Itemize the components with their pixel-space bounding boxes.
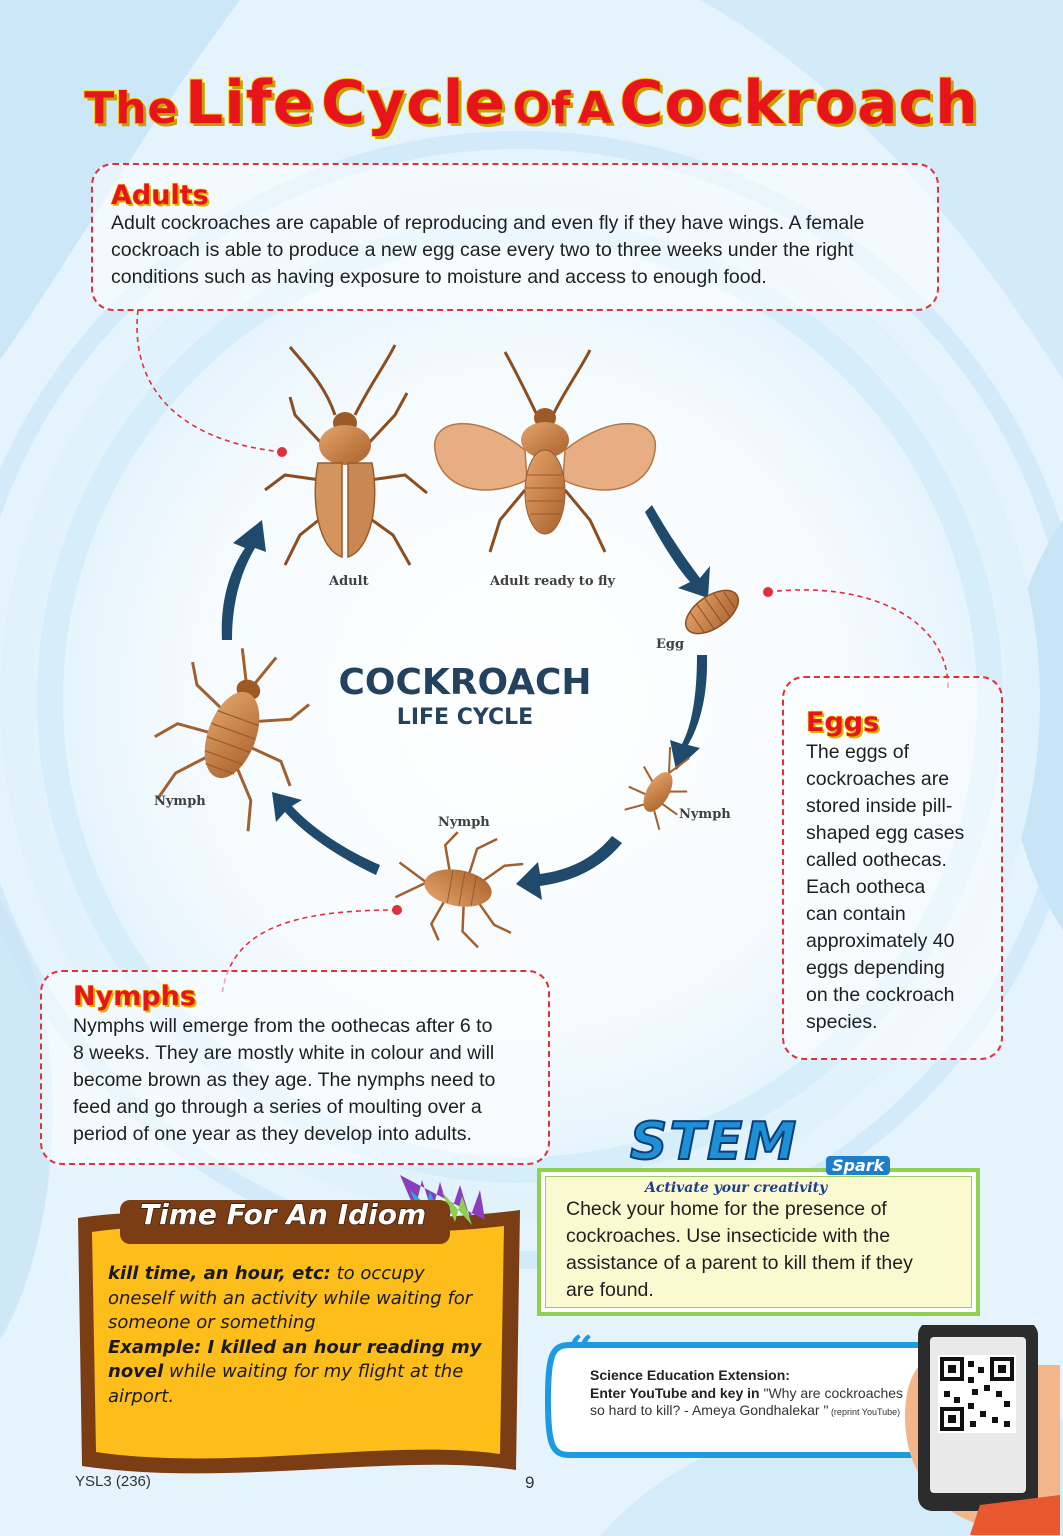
diagram-title-line2: LIFE CYCLE <box>396 705 534 730</box>
idiom-term: kill time, an hour, etc: <box>108 1263 331 1284</box>
science-credit: (reprint YouTube) <box>828 1407 901 1417</box>
title-word: Cockroach <box>619 68 979 138</box>
adults-line: cockroach is able to produce a new egg case every two to three weeks under the right <box>111 239 854 261</box>
title-word: A <box>577 83 613 134</box>
nymphs-heading: Nymphs <box>73 981 196 1012</box>
connector-dot <box>277 447 287 457</box>
idiom-example-rest: while waiting for my flight at the airport. <box>108 1361 464 1407</box>
qr-code-icon <box>938 1355 1016 1433</box>
label-adult: Adult <box>329 574 369 589</box>
title-word: The <box>84 83 179 134</box>
adults-heading: Adults <box>111 180 209 211</box>
adults-connector <box>137 310 282 452</box>
stem-line: Check your home for the presence of <box>566 1198 887 1220</box>
eggs-connector <box>768 590 948 690</box>
eggs-text <box>806 739 996 1036</box>
title-word: Life <box>184 68 315 138</box>
eggs-line: stored inside pill- <box>806 795 953 817</box>
science-query: "Why are cockroaches so hard to kill? - Ameya Gondhalekar " <box>590 1384 904 1418</box>
stem-spark-label: Spark <box>826 1156 890 1175</box>
idiom-example-label: Example: I killed an hour reading my novel <box>108 1336 482 1382</box>
label-egg: Egg <box>656 637 685 652</box>
connector-dot <box>392 905 402 915</box>
nymphs-line: Nymphs will emerge from the oothecas after 6 to <box>73 1015 493 1037</box>
eggs-line: approximately 40 <box>806 930 955 952</box>
eggs-line: can contain <box>806 903 906 925</box>
stem-line: cockroaches. Use insecticide with the <box>566 1225 891 1247</box>
science-instruction: Enter YouTube and key in <box>590 1384 760 1401</box>
stem-line: assistance of a parent to kill them if they <box>566 1252 913 1274</box>
footer-code: YSL3 (236) <box>75 1473 151 1490</box>
stem-line: are found. <box>566 1279 654 1301</box>
nymph-medium <box>387 823 526 953</box>
eggs-line: cockroaches are <box>806 768 950 790</box>
science-title: Science Education Extension: <box>590 1367 790 1383</box>
eggs-line: on the cockroach <box>806 984 955 1006</box>
title-word: Of <box>512 83 572 134</box>
diagram-title <box>300 662 630 730</box>
label-nymph-left: Nymph <box>154 794 206 809</box>
stem-logo: STEM <box>630 1112 799 1172</box>
adult-flying-cockroach <box>435 350 656 552</box>
nymphs-line: 8 weeks. They are mostly white in colour and will <box>73 1042 495 1064</box>
label-adult-ready-to-fly: Adult ready to fly <box>490 574 616 589</box>
title-word: Cycle <box>321 68 507 138</box>
nymphs-line: feed and go through a series of moulting over a <box>73 1096 482 1118</box>
nymphs-line: become brown as they age. The nymphs need to <box>73 1069 496 1091</box>
adults-line: conditions such as having exposure to moisture and access to enough food. <box>111 266 767 288</box>
eggs-line: shaped egg cases <box>806 822 965 844</box>
nymphs-text <box>73 1013 543 1148</box>
connector-dot <box>763 587 773 597</box>
stem-text <box>566 1196 966 1304</box>
science-frame <box>540 1325 1060 1535</box>
adults-line: Adult cockroaches are capable of reproducing and even fly if they have wings. A female <box>111 212 865 234</box>
eggs-line: called oothecas. <box>806 849 947 871</box>
eggs-line: species. <box>806 1011 878 1033</box>
science-extension <box>590 1367 910 1422</box>
eggs-line: Each ootheca <box>806 876 926 898</box>
quote-icon: “ <box>568 1327 594 1378</box>
nymphs-line: period of one year as they develop into adults. <box>73 1123 472 1145</box>
label-nymph-bottom: Nymph <box>438 815 490 830</box>
label-nymph-right: Nymph <box>679 807 731 822</box>
eggs-line: The eggs of <box>806 741 909 763</box>
page-number: 9 <box>525 1473 535 1492</box>
eggs-line: eggs depending <box>806 957 945 979</box>
idiom-text <box>108 1262 490 1409</box>
idiom-definition: to occupy oneself with an activity while waiting for someone or something <box>108 1263 473 1333</box>
idiom-banner: Time For An Idiom <box>140 1198 427 1231</box>
eggs-heading: Eggs <box>806 707 880 738</box>
adult-cockroach <box>265 345 427 565</box>
diagram-title-line1: COCKROACH <box>338 662 592 703</box>
stem-tagline: Activate your creativity <box>645 1180 828 1196</box>
